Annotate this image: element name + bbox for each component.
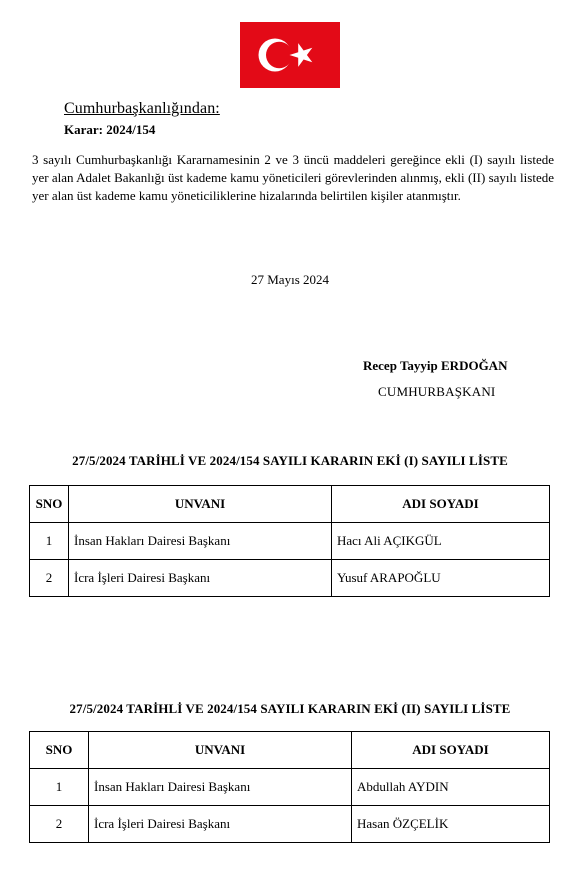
column-header-unvani: UNVANI [69,486,332,523]
column-header-sno: SNO [30,732,89,769]
decision-number: Karar: 2024/154 [64,122,156,137]
list-2-title: 27/5/2024 TARİHLİ VE 2024/154 SAYILI KARARIN EKİ (II) SAYILI LİSTE [69,701,511,716]
issuing-authority: Cumhurbaşkanlığından: [64,100,220,117]
column-header-unvani: UNVANI [89,732,352,769]
row-adi-soyadi: Abdullah AYDIN [352,769,550,806]
row-adi-soyadi: Hasan ÖZÇELİK [352,806,550,843]
row-adi-soyadi: Hacı Ali AÇIKGÜL [332,523,550,560]
table-header-row [30,486,550,523]
row-sno: 2 [30,560,69,597]
list-1-title: 27/5/2024 TARİHLİ VE 2024/154 SAYILI KARARIN EKİ (I) SAYILI LİSTE [72,453,508,468]
list-1-table [29,485,550,597]
signer-name: Recep Tayyip ERDOĞAN [363,358,508,373]
row-unvani: İnsan Hakları Dairesi Başkanı [69,523,332,560]
row-sno: 1 [30,769,89,806]
column-header-sno: SNO [30,486,69,523]
row-sno: 1 [30,523,69,560]
table-row [30,560,550,597]
row-unvani: İcra İşleri Dairesi Başkanı [89,806,352,843]
column-header-adi-soyadi: ADI SOYADI [332,486,550,523]
column-header-adi-soyadi: ADI SOYADI [352,732,550,769]
row-adi-soyadi: Yusuf ARAPOĞLU [332,560,550,597]
signer-title: CUMHURBAŞKANI [378,384,496,399]
table-header-row [30,732,550,769]
turkish-flag-icon [240,22,340,88]
decree-date: 27 Mayıs 2024 [251,272,329,287]
table-row [30,769,550,806]
row-sno: 2 [30,806,89,843]
table-row [30,523,550,560]
row-unvani: İcra İşleri Dairesi Başkanı [69,560,332,597]
list-2-table [29,731,550,843]
row-unvani: İnsan Hakları Dairesi Başkanı [89,769,352,806]
decree-text: 3 sayılı Cumhurbaşkanlığı Kararnamesinin 2 ve 3 üncü maddeleri gereğince ekli (I) sayılı listede yer alan Adalet Bakanlığı üst kademe kamu yöneticileri görevlerinden alınmış, ekli (II) sayılı listede yer alan üst kademe kamu yöneticiliklerine hizalarında belirtilen kişiler atanmıştır. [32,152,554,203]
table-row [30,806,550,843]
